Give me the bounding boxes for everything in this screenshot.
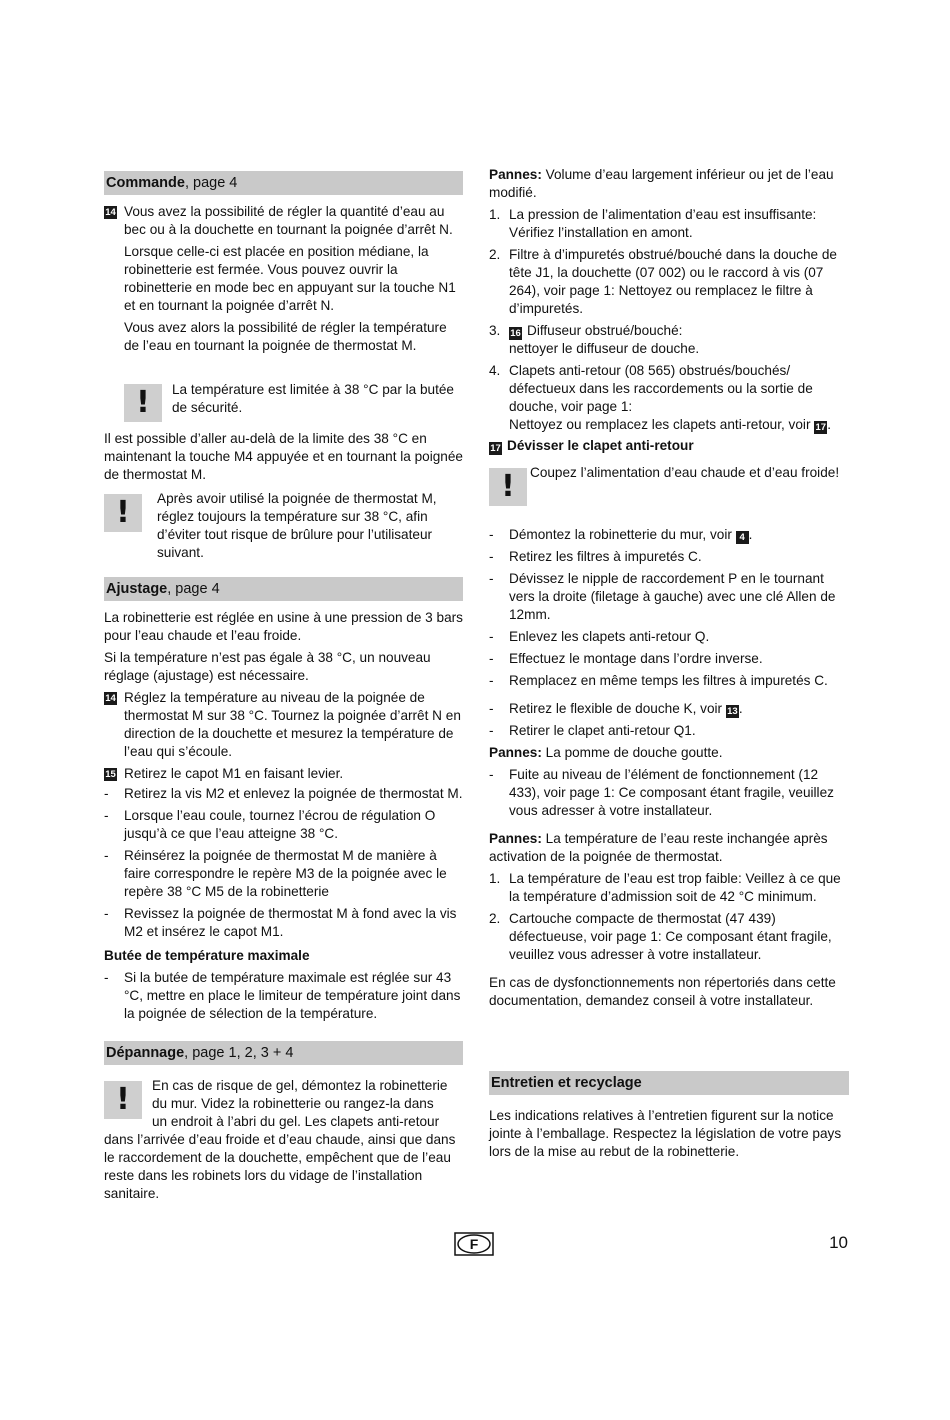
list-item [489,322,849,358]
section-header-entretien: Entretien et recyclage [489,1071,849,1095]
item-text: Cartouche compacte de thermostat (47 439) défectueuse, voir page 1: Ce composant étant fragile, veuillez vous adresser à votre installateur. [509,911,832,962]
figure-badge: 4 [736,531,749,544]
pannes-text: La température de l’eau reste inchangée après activation de la poignée de thermostat. [489,831,828,864]
item-text: . [738,701,743,716]
list-item: 4. Clapets anti-retour (08 565) obstrués/bouchés/ défectueux dans les raccordements ou la sortie de douche, voir page 1: Nettoyez ou remplacez les clapets anti-retour, voir 17. [489,363,832,433]
figure-badge: 13 [727,706,738,717]
item-text: Diffuseur obstrué/bouché: [527,323,683,338]
list-item [489,910,849,964]
item-text: Filtre à d’impuretés obstrué/bouché dans la douche de tête J1, la douchette (07 002) ou le raccord à vis (07 264), voir page 1: Nettoyez ou remplacez le filtre à d’impuretés. [509,247,837,316]
list-item: - Remplacez en même temps les filtres à impuretés C. [489,672,849,690]
ajustage-step-15 [104,765,463,783]
list-item: - Retirez les filtres à impuretés C. [489,548,849,566]
section-17-title [489,437,849,455]
heading-bold: Commande [106,175,185,191]
warning-icon: ! [104,494,142,532]
list-item [489,700,849,718]
warning-line: un endroit à l’abri du gel. Les clapets anti-retour [152,1114,440,1129]
list-item [489,246,849,318]
warning-text: Coupez l’alimentation d’eau chaude et d’eau froide! [530,465,840,480]
list-item: - Réinsérez la poignée de thermostat M de manière à faire correspondre le repère M3 de la poignée avec le repère 38 °C M5 de la robinetterie [104,847,463,901]
list-item [489,870,849,906]
list-item: - Revissez la poignée de thermostat M à fond avec la vis M2 et insérez le capot M1. [104,905,463,941]
paragraph: Les indications relatives à l’entretien figurent sur la notice jointe à l’emballage. Respectez la législation de votre pays lors de la mise au rebut de la robinetterie. [489,1108,842,1159]
commande-block [104,203,463,359]
warning-text: Après avoir utilisé la poignée de thermostat M, réglez toujours la température sur 38 °C, afin d’éviter tout risque de brûlure pour l’utilisateur suivant. [157,491,437,560]
item-number: 1. [489,207,501,222]
heading-rest: , page 4 [167,581,220,597]
list-item: - Fuite au niveau de l’élément de fonctionnement (12 433), voir page 1: Ce composant étant fragile, veuillez vous adresser à votre installateur. [489,766,849,820]
item-number: 2. [489,247,501,262]
paragraph: Vous avez la possibilité de régler la quantité d’eau au bec ou à la douchette en tournant la poignée d’arrêt N. [124,204,453,237]
step-number-badge: 14 [105,693,116,704]
item-text: Clapets anti-retour (08 565) obstrués/bouchés/ défectueux dans les raccordements ou la sortie de douche, voir page 1: [509,363,813,414]
paragraph: Vous avez alors la possibilité de régler la température de l’eau en tournant la poignée de thermostat M. [124,320,447,353]
step-number-badge: 15 [105,769,116,780]
warning-line: du mur. Videz la robinetterie ou rangez-la dans [152,1096,434,1111]
paragraph: Retirez le capot M1 en faisant levier. [124,766,344,781]
item-text: nettoyer le diffuseur de douche. [509,341,700,356]
heading-rest: , page 4 [184,175,238,191]
item-text: La pression de l’alimentation d’eau est insuffisante: Vérifiez l’installation en amont. [509,207,817,240]
warning-line: En cas de risque de gel, démontez la robinetterie [152,1078,448,1093]
ajustage-step-14 [104,689,463,761]
list-item: - Retirer le clapet anti-retour Q1. [489,722,849,740]
warning-text: La température est limitée à 38 °C par la butée de sécurité. [172,382,454,415]
subsection-title: Butée de température maximale [104,948,310,963]
heading-bold: Dépannage [106,1045,185,1061]
item-text: La température de l’eau est trop faible: Veillez à ce que la température d’admission soit de 42 °C minimum. [509,871,841,904]
section-17-steps [489,526,849,1014]
section-header-ajustage [104,577,463,601]
section-header-depannage [104,1041,463,1065]
pannes-label: Pannes: [489,745,542,760]
item-number: 2. [489,911,501,926]
item-text: Nettoyez ou remplacez les clapets anti-retour, voir [509,417,811,432]
figure-badge: 17 [815,422,827,433]
depannage-warning [152,1077,463,1131]
paragraph: Réglez la température au niveau de la poignée de thermostat M sur 38 °C. Tournez la poignée d’arrêt N en direction de la douchette et mesurez la température de l’eau qui s’écoule. [124,690,461,759]
item-number: 1. [489,871,501,886]
warning-icon: ! [104,1081,142,1119]
pannes-volume [489,166,849,438]
heading-rest: , page 1, 2, 3 + 4 [184,1045,294,1061]
list-item: - Enlevez les clapets anti-retour Q. [489,628,849,646]
pannes-text: La pomme de douche goutte. [541,745,723,760]
warning-icon: ! [489,468,527,506]
pannes-label: Pannes: [489,831,542,846]
paragraph: Si la température n’est pas égale à 38 °C, un nouveau réglage (ajustage) est nécessaire. [104,650,431,683]
paragraph: Lorsque celle-ci est placée en position médiane, la robinetterie est fermée. Vous pouvez ouvrir la robinetterie en mode bec en appuyant sur la touche N1 et en tournant la poignée d’arrêt N. [124,244,456,313]
item-text: . [748,527,753,542]
language-badge [454,1232,494,1256]
paragraph: La robinetterie est réglée en usine à une pression de 3 bars pour l’eau chaude et l’eau froide. [104,610,463,643]
ajustage-block [104,609,463,1027]
paragraph: Il est possible d’aller au-delà de la limite des 38 °C en maintenant la touche M4 appuyée et en tournant la poignée de thermostat M. [104,431,463,482]
item-number: 4. [489,363,501,378]
paragraph: dans l’arrivée d’eau froide et d’eau chaude, ainsi que dans le raccordement de la douchette, empêchent que de l’eau reste dans les robinets lors du vidage de l’installation sanitaire. [104,1132,456,1201]
list-item: - Lorsque l’eau coule, tournez l’écrou de régulation O jusqu’à ce que l’eau atteigne 38 °C. [104,807,463,843]
item-number: 3. [489,323,501,338]
warning-icon: ! [124,384,162,422]
heading-bold: Ajustage [106,581,168,597]
list-item: - Dévissez le nipple de raccordement P en le tournant vers la droite (filetage à gauche) avec une clé Allen de 12mm. [489,570,849,624]
item-text: Démontez la robinetterie du mur, voir [509,527,736,542]
figure-badge: 16 [510,328,521,339]
commande-step-14 [104,203,463,239]
list-item: - Effectuez le montage dans l’ordre inverse. [489,650,849,668]
list-item [489,526,849,544]
subsection-title: Dévisser le clapet anti-retour [507,438,694,453]
pannes-label: Pannes: [489,167,542,182]
language-badge-letter: F [469,1236,479,1252]
item-text: Retirez le flexible de douche K, voir [509,701,726,716]
pannes-text: Volume d’eau largement inférieur ou jet de l’eau modifié. [489,167,834,200]
list-item: - Si la butée de température maximale est réglée sur 43 °C, mettre en place le limiteur de température joint dans la poignée de sélection de la température. [104,969,463,1023]
section-header-commande [104,171,463,195]
list-item: - Retirez la vis M2 et enlevez la poignée de thermostat M. [104,785,463,803]
figure-badge: 17 [490,443,501,454]
step-number-badge: 14 [105,207,116,218]
list-item [489,206,849,242]
page-number: 10 [829,1233,848,1252]
paragraph: En cas de dysfonctionnements non répertoriés dans cette documentation, demandez conseil à votre installateur. [489,975,836,1008]
